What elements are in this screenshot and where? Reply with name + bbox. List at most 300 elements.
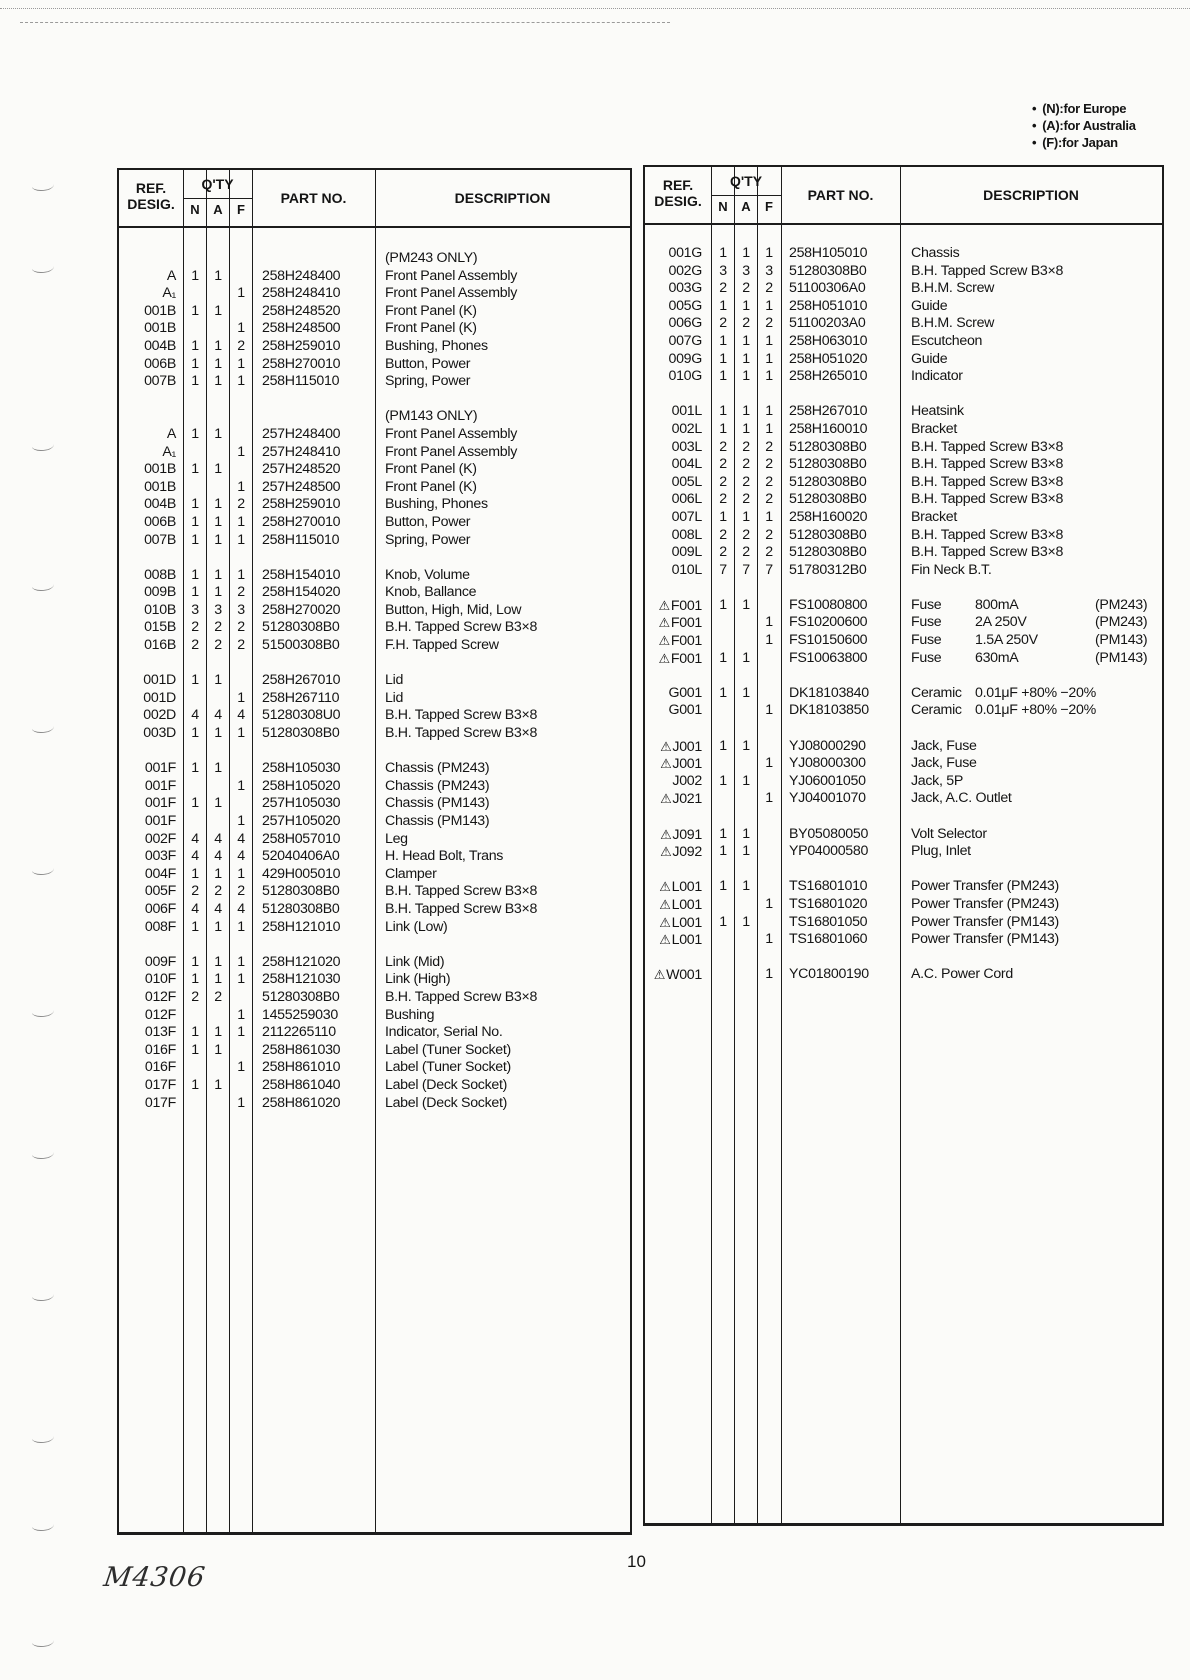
safety-warning-icon: ⚠ — [658, 615, 670, 631]
table-row — [645, 597, 1162, 615]
part-number: 258H121020 — [262, 953, 341, 970]
description: Guide — [911, 350, 948, 367]
part-number: BY05080050 — [789, 825, 869, 842]
qty-a: 1 — [214, 496, 222, 513]
qty-n: 1 — [191, 355, 199, 372]
description: B.H. Tapped Screw B3×8 — [911, 526, 1064, 543]
table-row — [119, 901, 630, 919]
safety-warning-icon: ⚠ — [658, 650, 670, 666]
ref-desig: 006B — [144, 513, 176, 530]
ref-desig: 010F — [144, 971, 176, 988]
ref-desig: F001 — [670, 615, 702, 632]
table-row — [645, 790, 1162, 808]
table-body — [119, 250, 630, 1112]
description: Bushing, Phones — [385, 337, 488, 354]
qty-f: 2 — [765, 473, 773, 490]
qty-f: 1 — [765, 508, 773, 525]
table-row — [645, 878, 1162, 896]
ref-desig: 001B — [144, 302, 176, 319]
table-row — [645, 263, 1162, 281]
ref-desig: 009L — [671, 544, 702, 561]
ref-cell — [645, 632, 702, 651]
binder-hole-mark — [32, 1636, 54, 1647]
ref-desig: 008B — [144, 566, 176, 583]
qty-n: 2 — [719, 526, 727, 543]
ref-desig: L001 — [671, 932, 702, 949]
qty-a: 2 — [214, 988, 222, 1005]
table-row — [119, 549, 630, 567]
table-row — [119, 373, 630, 391]
ref-desig: 004B — [144, 496, 176, 513]
qty-f: 1 — [237, 725, 245, 742]
description: Clamper — [385, 865, 437, 882]
ref-desig: 001B — [144, 461, 176, 478]
table-row — [119, 1007, 630, 1025]
part-number: FS10200600 — [789, 614, 868, 631]
table-row — [119, 320, 630, 338]
table-row — [119, 866, 630, 884]
qty-a: 1 — [742, 843, 750, 860]
qty-a: 1 — [214, 1041, 222, 1058]
qty-a: 1 — [742, 368, 750, 385]
qty-f: 4 — [237, 707, 245, 724]
ref-desig: 012F — [144, 1006, 176, 1023]
qty-a: 1 — [742, 684, 750, 701]
qty-n: 1 — [719, 420, 727, 437]
ref-desig: 004L — [671, 456, 702, 473]
table-row — [645, 527, 1162, 545]
table-header — [119, 170, 630, 228]
qty-f: 4 — [237, 830, 245, 847]
binder-hole-mark — [32, 1148, 54, 1159]
part-number: 258H270020 — [262, 601, 341, 618]
description: B.H. Tapped Screw B3×8 — [385, 900, 538, 917]
table-row — [645, 386, 1162, 404]
table-row — [645, 896, 1162, 914]
qty-a: 1 — [742, 420, 750, 437]
ref-desig: 006G — [668, 315, 702, 332]
part-number: 51780312B0 — [789, 561, 867, 578]
part-number: 429H005010 — [262, 865, 341, 882]
ref-cell — [645, 914, 702, 933]
header-qty: Q'TY — [729, 173, 763, 189]
ref-desig: 006L — [671, 491, 702, 508]
part-number: 258H115010 — [262, 373, 340, 390]
part-number: 258H267110 — [262, 689, 340, 706]
qty-f: 1 — [237, 320, 245, 337]
header-part-no: PART NO. — [807, 187, 874, 203]
qty-a: 1 — [214, 953, 222, 970]
table-row — [119, 461, 630, 479]
qty-f: 1 — [237, 689, 245, 706]
table-row — [119, 743, 630, 761]
qty-f: 2 — [765, 491, 773, 508]
qty-n: 1 — [191, 267, 199, 284]
ref-cell — [645, 755, 702, 774]
table-row — [645, 456, 1162, 474]
description: Button, Power — [385, 355, 471, 372]
qty-f: 1 — [237, 373, 245, 390]
description: Chassis (PM243) — [385, 777, 490, 794]
description: Spring, Power — [385, 531, 471, 548]
description: B.H. Tapped Screw B3×8 — [385, 883, 538, 900]
table-row — [119, 919, 630, 937]
description: Knob, Volume — [385, 566, 470, 583]
safety-warning-icon: ⚠ — [660, 844, 672, 860]
ref-cell — [645, 843, 702, 862]
ref-desig: L001 — [671, 896, 702, 913]
binder-hole-mark — [32, 180, 54, 191]
description: Front Panel (K) — [385, 302, 477, 319]
table-row — [119, 391, 630, 409]
description: Front Panel (K) — [385, 478, 477, 495]
part-number: 258H105030 — [262, 760, 341, 777]
part-number: 258H259010 — [262, 337, 341, 354]
part-number: 258H121010 — [262, 918, 341, 935]
ref-desig: 004B — [144, 337, 176, 354]
qty-n: 1 — [191, 566, 199, 583]
table-row — [645, 702, 1162, 720]
part-number: 258H248500 — [262, 320, 341, 337]
qty-f: 1 — [765, 931, 773, 948]
ref-desig: F001 — [670, 650, 702, 667]
description: B.H.M. Screw — [911, 280, 995, 297]
part-number: 258H861030 — [262, 1041, 341, 1058]
legend-australia: • (A):for Australia — [1032, 117, 1136, 134]
description: Fin Neck B.T. — [911, 561, 992, 578]
ref-desig: 010B — [144, 601, 176, 618]
table-row — [119, 1042, 630, 1060]
part-number: YP04000580 — [789, 843, 869, 860]
ref-desig: 004F — [144, 865, 176, 882]
description-model: (PM243) — [1095, 614, 1148, 631]
qty-n: 2 — [719, 438, 727, 455]
table-row — [119, 778, 630, 796]
handwritten-note: M4306 — [101, 1562, 208, 1593]
table-row — [645, 808, 1162, 826]
qty-f: 1 — [237, 566, 245, 583]
table-row — [119, 602, 630, 620]
table-row — [119, 1095, 630, 1113]
ref-desig: 003L — [671, 438, 702, 455]
table-row — [645, 245, 1162, 263]
header-f: F — [237, 202, 245, 217]
description: B.H. Tapped Screw B3×8 — [385, 725, 538, 742]
ref-cell — [645, 878, 702, 897]
part-number: 51280308B0 — [262, 883, 340, 900]
table-row — [119, 584, 630, 602]
scan-edge-line — [20, 22, 670, 23]
description: Indicator — [911, 368, 963, 385]
table-row — [645, 685, 1162, 703]
ref-desig: 009F — [144, 953, 176, 970]
table-row — [645, 333, 1162, 351]
description-spec: 630mA — [975, 649, 1019, 666]
safety-warning-icon: ⚠ — [658, 633, 670, 649]
qty-f: 2 — [765, 544, 773, 561]
table-row — [645, 755, 1162, 773]
part-number: TS16801050 — [789, 913, 868, 930]
qty-f: 1 — [237, 813, 245, 829]
description: Heatsink — [911, 403, 964, 420]
qty-n: 2 — [191, 619, 199, 636]
qty-a: 1 — [214, 1024, 222, 1041]
description: Bracket — [911, 420, 957, 437]
table-row — [645, 966, 1162, 984]
ref-desig: 005L — [671, 473, 702, 490]
qty-a: 1 — [214, 725, 222, 742]
qty-f: 1 — [765, 895, 773, 912]
table-row — [119, 303, 630, 321]
ref-desig: 017F — [144, 1094, 176, 1111]
description: Volt Selector — [911, 825, 987, 842]
description: Jack, Fuse — [911, 737, 977, 754]
table-row — [645, 368, 1162, 386]
qty-f: 1 — [237, 777, 245, 794]
description: Chassis (PM243) — [385, 760, 490, 777]
qty-n: 1 — [191, 953, 199, 970]
table-row — [645, 650, 1162, 668]
table-header — [645, 167, 1162, 225]
ref-desig: 005F — [144, 883, 176, 900]
table-row — [645, 544, 1162, 562]
description: B.H. Tapped Screw B3×8 — [911, 544, 1064, 561]
part-number: 258H267010 — [262, 672, 341, 689]
ref-cell — [645, 826, 702, 845]
binder-hole-mark — [32, 1520, 54, 1531]
part-number: 2112265110 — [262, 1024, 336, 1041]
description: Ceramic — [911, 684, 962, 701]
description: Front Panel (K) — [385, 320, 477, 337]
qty-n: 1 — [191, 302, 199, 319]
description: Front Panel Assembly — [385, 443, 517, 460]
ref-desig: 008L — [671, 526, 702, 543]
part-number: 51280308B0 — [262, 900, 340, 917]
qty-a: 1 — [214, 531, 222, 548]
qty-a: 1 — [742, 878, 750, 895]
qty-a: 1 — [742, 649, 750, 666]
ref-desig: 001L — [671, 403, 702, 420]
qty-a: 1 — [214, 865, 222, 882]
ref-desig: A — [166, 267, 176, 284]
part-number: 258H154020 — [262, 584, 341, 601]
ref-desig: 007L — [671, 508, 702, 525]
binder-hole-mark — [32, 440, 54, 451]
header-f: F — [765, 199, 773, 214]
qty-n: 1 — [191, 425, 199, 442]
part-number: 258H248400 — [262, 267, 341, 284]
description: (PM143 ONLY) — [385, 408, 478, 425]
table-row — [119, 619, 630, 637]
description: Plug, Inlet — [911, 843, 971, 860]
qty-f: 3 — [237, 601, 245, 618]
part-number: 257H248410 — [262, 443, 341, 460]
table-row — [645, 315, 1162, 333]
qty-f: 2 — [237, 584, 245, 601]
ref-desig: 013F — [144, 1024, 176, 1041]
description: Lid — [385, 672, 404, 689]
part-number: 258H105020 — [262, 777, 341, 794]
description: Chassis (PM143) — [385, 813, 490, 829]
qty-a: 3 — [742, 262, 750, 279]
table-row — [119, 883, 630, 901]
ref-cell — [645, 738, 702, 757]
table-row — [119, 690, 630, 708]
description: Indicator, Serial No. — [385, 1024, 503, 1041]
part-number: 257H248520 — [262, 461, 341, 478]
qty-a: 1 — [214, 1076, 222, 1093]
ref-desig: 008F — [144, 918, 176, 935]
description-spec: 1.5A 250V — [975, 632, 1038, 649]
part-number: 258H270010 — [262, 355, 341, 372]
page-number: 10 — [627, 1552, 646, 1571]
part-number: TS16801020 — [789, 895, 868, 912]
table-row — [119, 479, 630, 497]
description-spec: 2A 250V — [975, 614, 1027, 631]
part-number: 51280308B0 — [262, 619, 340, 636]
ref-desig: J092 — [672, 844, 702, 861]
part-number: FS10080800 — [789, 596, 868, 613]
qty-n: 1 — [719, 350, 727, 367]
part-number: TS16801060 — [789, 931, 868, 948]
qty-n: 2 — [719, 315, 727, 332]
table-row — [119, 971, 630, 989]
part-number: 257H105020 — [262, 813, 341, 829]
qty-n: 1 — [719, 245, 727, 261]
table-row — [119, 831, 630, 849]
qty-a: 1 — [742, 772, 750, 789]
description: B.H. Tapped Screw B3×8 — [911, 262, 1064, 279]
header-a: A — [213, 202, 223, 217]
ref-desig: 001D — [143, 672, 176, 689]
qty-f: 1 — [237, 918, 245, 935]
part-number: 51500308B0 — [262, 637, 340, 654]
part-number: 258H267010 — [789, 403, 868, 420]
ref-desig: J002 — [672, 772, 702, 789]
qty-n: 2 — [191, 988, 199, 1005]
description: B.H. Tapped Screw B3×8 — [385, 707, 538, 724]
ref-desig: J001 — [672, 756, 702, 773]
qty-f: 1 — [765, 790, 773, 807]
qty-f: 1 — [237, 1024, 245, 1041]
qty-f: 1 — [237, 1094, 245, 1111]
table-row — [645, 843, 1162, 861]
table-body — [645, 245, 1162, 984]
qty-n: 1 — [719, 403, 727, 420]
ref-desig: 002D — [143, 707, 176, 724]
qty-n: 1 — [719, 368, 727, 385]
safety-warning-icon: ⚠ — [660, 826, 672, 842]
ref-desig: 016F — [144, 1041, 176, 1058]
qty-f: 1 — [237, 531, 245, 548]
part-number: 258H270010 — [262, 513, 341, 530]
part-number: YC01800190 — [789, 966, 869, 983]
table-row — [119, 532, 630, 550]
qty-n: 1 — [719, 878, 727, 895]
table-row — [645, 491, 1162, 509]
qty-a: 2 — [214, 637, 222, 654]
ref-cell — [645, 597, 702, 616]
ref-desig: G001 — [668, 684, 702, 701]
part-number: 258H160010 — [789, 420, 868, 437]
qty-a: 1 — [214, 672, 222, 689]
qty-f: 1 — [237, 355, 245, 372]
description: Guide — [911, 297, 948, 314]
description-model: (PM143) — [1095, 649, 1148, 666]
qty-n: 1 — [191, 918, 199, 935]
table-row — [119, 1059, 630, 1077]
qty-f: 4 — [237, 900, 245, 917]
ref-desig: J021 — [672, 791, 702, 808]
header-ref: REF. — [135, 180, 167, 196]
qty-f: 2 — [237, 637, 245, 654]
part-number: 51280308B0 — [789, 526, 867, 543]
qty-n: 1 — [719, 649, 727, 666]
region-legend — [1032, 100, 1136, 151]
qty-n: 1 — [191, 971, 199, 988]
qty-n: 1 — [191, 1024, 199, 1041]
qty-a: 7 — [742, 561, 750, 578]
qty-f: 1 — [237, 1059, 245, 1076]
table-row — [645, 826, 1162, 844]
qty-n: 1 — [719, 596, 727, 613]
table-row — [119, 426, 630, 444]
part-number: 51280308B0 — [789, 456, 867, 473]
table-row — [119, 1077, 630, 1095]
description: Jack, Fuse — [911, 755, 977, 772]
qty-a: 2 — [742, 526, 750, 543]
qty-a: 1 — [742, 245, 750, 261]
description: Front Panel (K) — [385, 461, 477, 478]
table-row — [645, 403, 1162, 421]
description: Button, High, Mid, Low — [385, 601, 522, 618]
qty-n: 1 — [191, 531, 199, 548]
safety-warning-icon: ⚠ — [653, 967, 666, 983]
qty-a: 1 — [742, 825, 750, 842]
ref-desig: 007G — [668, 332, 702, 349]
description: B.H. Tapped Screw B3×8 — [385, 988, 538, 1005]
qty-a: 1 — [214, 513, 222, 530]
description-model: (PM243) — [1095, 596, 1148, 613]
ref-desig: 015B — [144, 619, 176, 636]
part-number: 51280308B0 — [789, 262, 867, 279]
qty-n: 4 — [191, 848, 199, 865]
description: A.C. Power Cord — [911, 966, 1013, 983]
table-row — [645, 861, 1162, 879]
qty-n: 7 — [719, 561, 727, 578]
description: Escutcheon — [911, 332, 983, 349]
part-number: 258H057010 — [262, 830, 341, 847]
part-number: FS10150600 — [789, 632, 868, 649]
ref-desig: 007B — [144, 373, 176, 390]
table-row — [645, 351, 1162, 369]
part-number: 258H051020 — [789, 350, 868, 367]
qty-n: 2 — [191, 883, 199, 900]
ref-desig: 007B — [144, 531, 176, 548]
qty-n: 1 — [719, 772, 727, 789]
qty-f: 1 — [237, 865, 245, 882]
description: B.H. Tapped Screw B3×8 — [911, 473, 1064, 490]
header-description: DESCRIPTION — [983, 187, 1079, 203]
description: Power Transfer (PM143) — [911, 931, 1059, 948]
table-row — [119, 408, 630, 426]
part-number: 51280308B0 — [789, 473, 867, 490]
qty-a: 2 — [742, 544, 750, 561]
part-number: 51280308B0 — [789, 491, 867, 508]
qty-n: 1 — [191, 1076, 199, 1093]
qty-f: 4 — [237, 848, 245, 865]
qty-f: 1 — [765, 755, 773, 772]
